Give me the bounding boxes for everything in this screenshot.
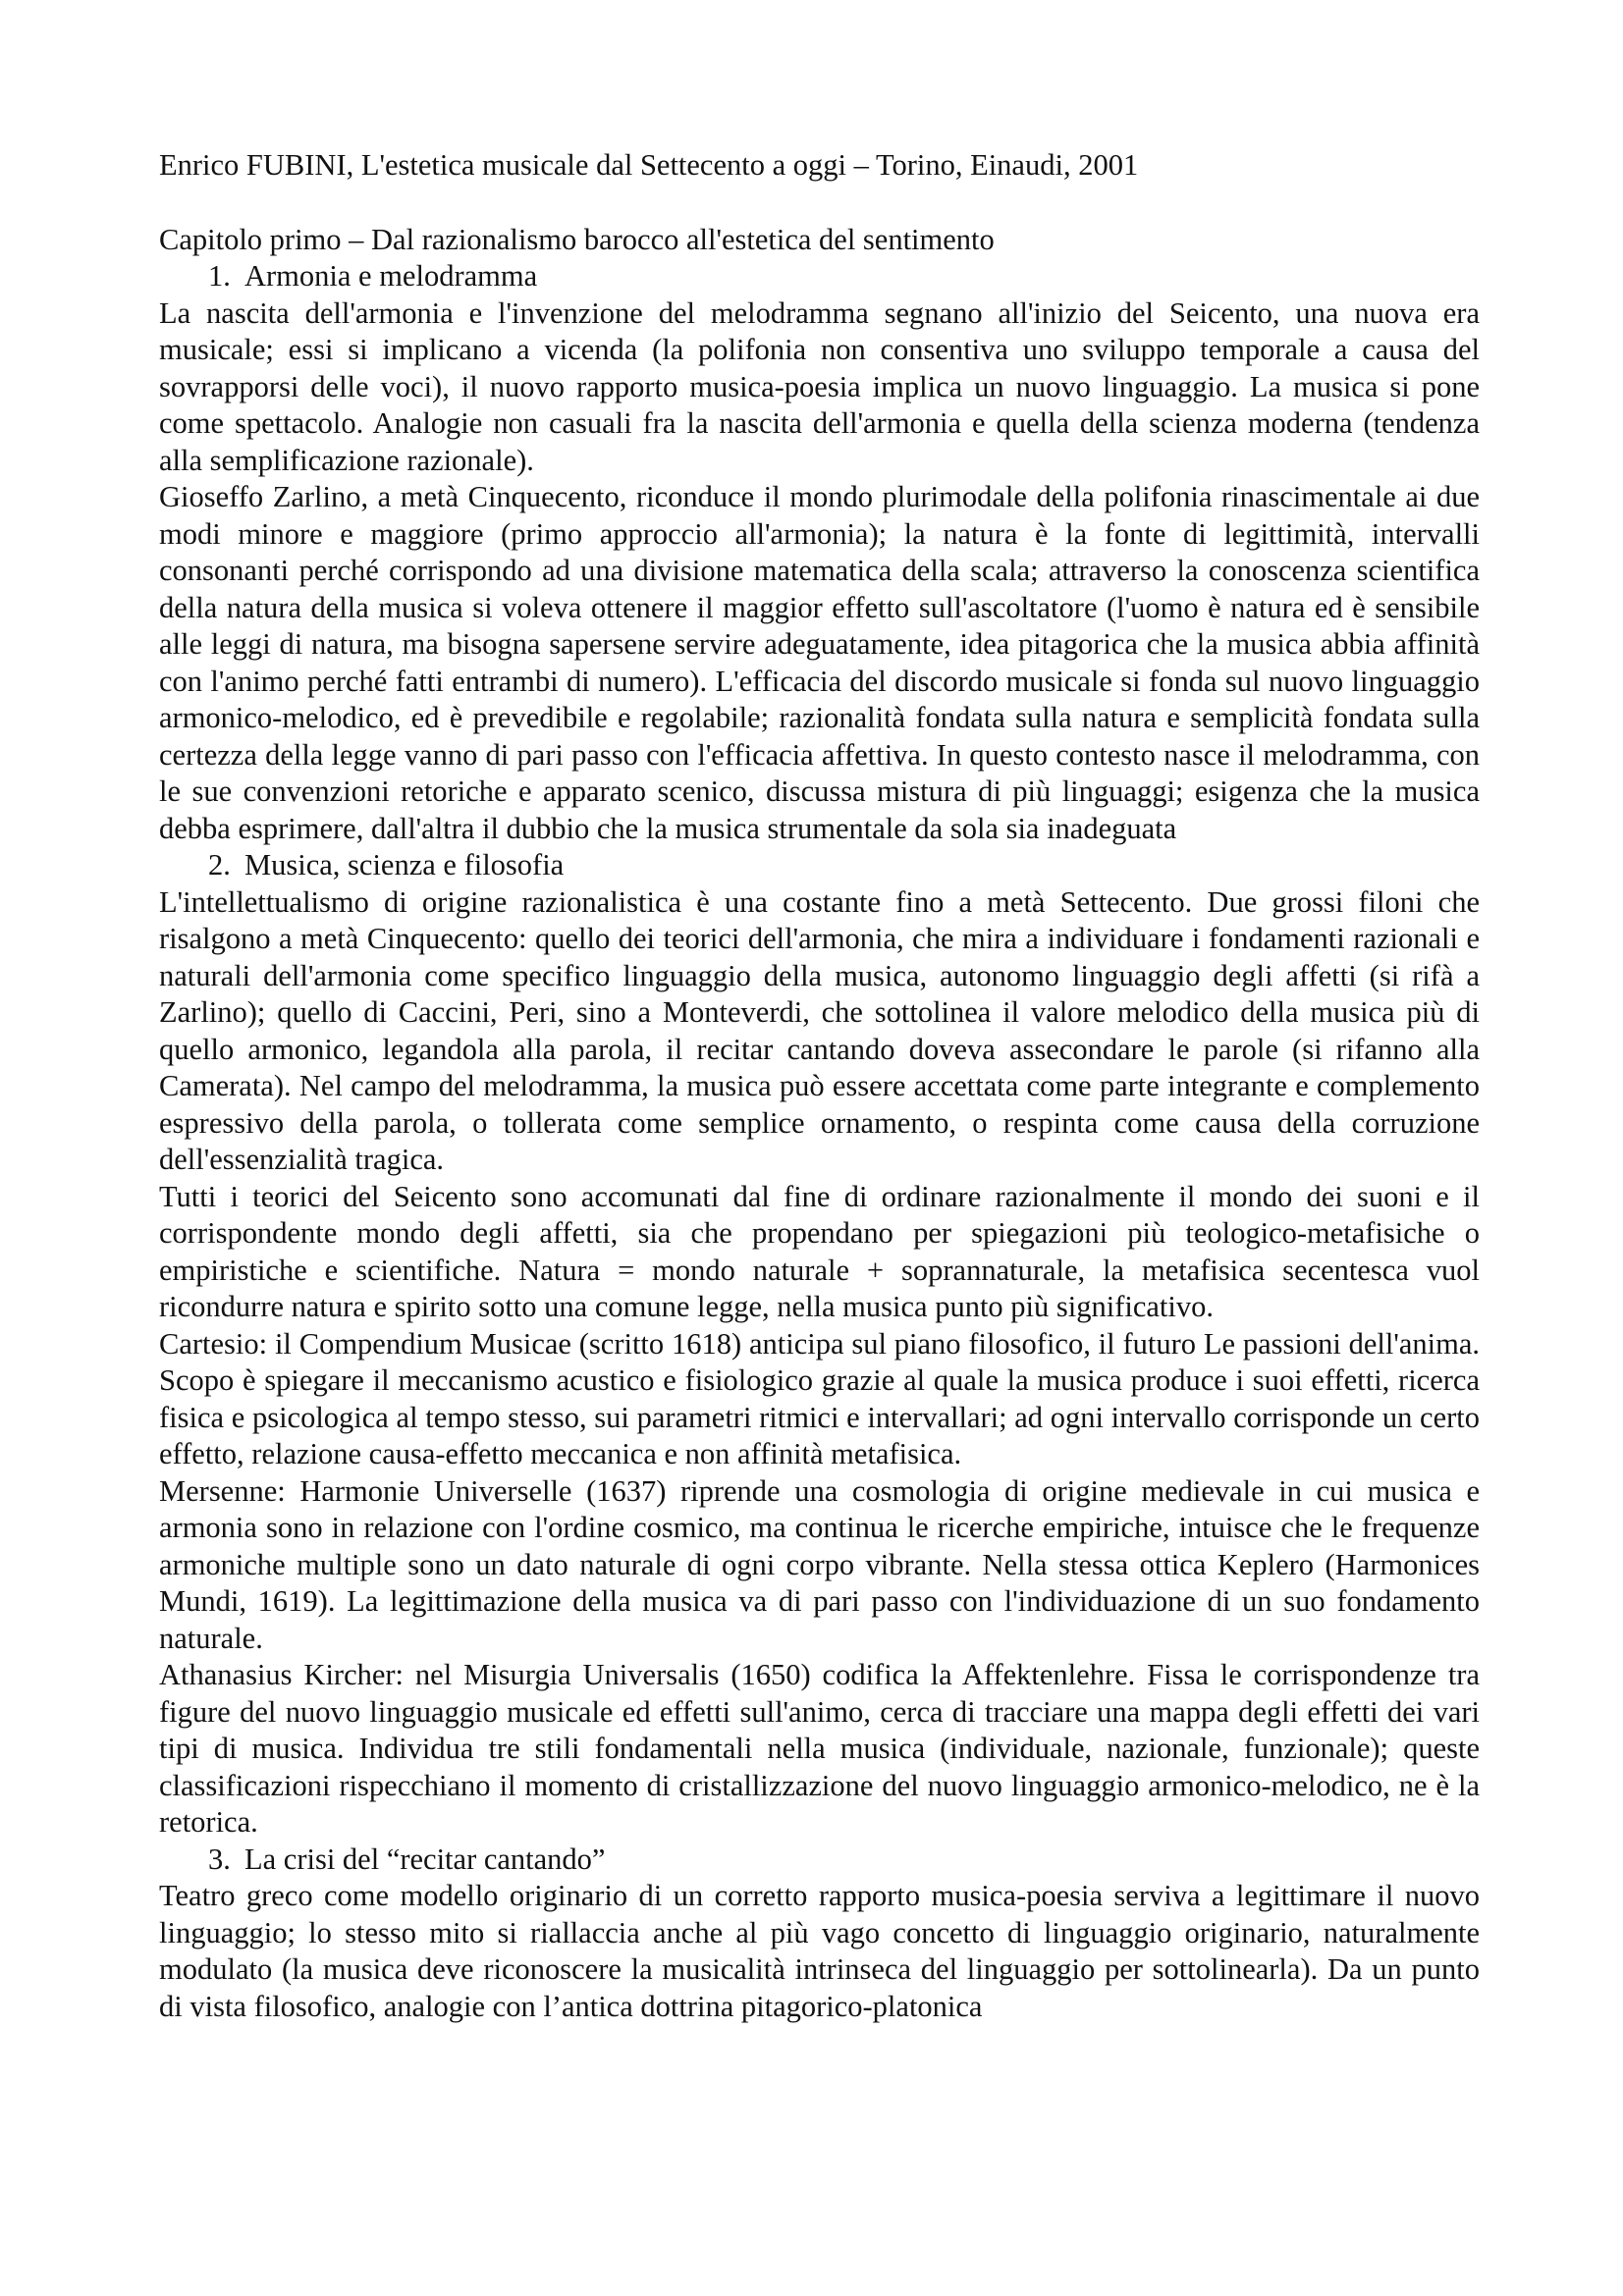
section-number: 2. (208, 848, 231, 881)
section-heading (159, 258, 1480, 295)
paragraph: L'intellettualismo di origine razionalistica è una costante fino a metà Settecento. Due grossi filoni che risalgono a metà Cinquecento: quello dei teorici dell'armonia, che mira a individuare i fondamenti razionali e naturali dell'armonia come specifico linguaggio della musica, autonomo linguaggio degli affetti (si rifà a Zarlino); quello di Caccini, Peri, sino a Monteverdi, che sottolinea il valore melodico della musica più di quello armonico, legandola alla parola, il recitar cantando doveva assecondare le parole (si rifanno alla Camerata). Nel campo del melodramma, la musica può essere accettata come parte integrante e complemento espressivo della parola, o tollerata come semplice ornamento, o respinta come causa della corruzione dell'essenzialità tragica. (159, 884, 1480, 1176)
paragraph: Tutti i teorici del Seicento sono accomunati dal fine di ordinare razionalmente il mondo dei suoni e il corrispondente mondo degli affetti, sia che propendano per spiegazioni più teologico-metafisiche o empiristiche e scientifiche. Natura = mondo naturale + soprannaturale, la metafisica secentesca vuol ricondurre natura e spirito sotto una comune legge, nella musica punto più significativo. (159, 1179, 1480, 1323)
paragraph: Cartesio: il Compendium Musicae (scritto 1618) anticipa sul piano filosofico, il futuro Le passioni dell'anima. Scopo è spiegare il meccanismo acustico e fisiologico grazie al quale la musica produce i suoi effetti, ricerca fisica e psicologica al tempo stesso, sui parametri ritmici e intervallari; ad ogni intervallo corrisponde un certo effetto, relazione causa-effetto meccanica e non affinità metafisica. (159, 1326, 1480, 1470)
section-number: 3. (208, 1842, 231, 1876)
paragraph: Mersenne: Harmonie Universelle (1637) riprende una cosmologia di origine medievale in cui musica e armonia sono in relazione con l'ordine cosmico, ma continua le ricerche empiriche, intuisce che le frequenze armoniche multiple sono un dato naturale di ogni corpo vibrante. Nella stessa ottica Keplero (Harmonices Mundi, 1619). La legittimazione della musica va di pari passo con l'individuazione di un suo fondamento naturale. (159, 1473, 1480, 1655)
paragraph: Athanasius Kircher: nel Misurgia Universalis (1650) codifica la Affektenlehre. Fissa le corrispondenze tra figure del nuovo linguaggio musicale ed effetti sull'animo, cerca di tracciare una mappa degli effetti dei vari tipi di musica. Individua tre stili fondamentali nella musica (individuale, nazionale, funzionale); queste classificazioni rispecchiano il momento di cristallizzazione del nuovo linguaggio armonico-melodico, ne è la retorica. (159, 1658, 1480, 1839)
section-heading (159, 1842, 1480, 1879)
section-3 (159, 1842, 1480, 2026)
section-heading-text: Musica, scienza e filosofia (244, 848, 565, 881)
section-heading-text: Armonia e melodramma (244, 259, 538, 293)
section-1 (159, 258, 1480, 847)
section-heading (159, 847, 1480, 884)
document-page (159, 147, 1480, 2025)
section-2 (159, 847, 1480, 1842)
paragraph: Gioseffo Zarlino, a metà Cinquecento, riconduce il mondo plurimodale della polifonia rinascimentale ai due modi minore e maggiore (primo approccio all'armonia); la natura è la fonte di legittimità, intervalli consonanti perché corrispondo ad una divisione matematica della scala; attraverso la conoscenza scientifica della natura della musica si voleva ottenere il maggior effetto sull'ascoltatore (l'uomo è natura ed è sensibile alle leggi di natura, ma bisogna sapersene servire adeguatamente, idea pitagorica che la musica abbia affinità con l'animo perché fatti entrambi di numero). L'efficacia del discordo musicale si fonda sul nuovo linguaggio armonico-melodico, ed è prevedibile e regolabile; razionalità fondata sulla natura e semplicità fondata sulla certezza della legge vanno di pari passo con l'efficacia affettiva. In questo contesto nasce il melodramma, con le sue convenzioni retoriche e apparato scenico, discussa mistura di più linguaggi; esigenza che la musica debba esprimere, dall'altra il dubbio che la musica strumentale da sola sia inadeguata (159, 480, 1480, 845)
section-heading-text: La crisi del “recitar cantando” (244, 1842, 606, 1876)
section-number: 1. (208, 259, 231, 293)
paragraph: Teatro greco come modello originario di un corretto rapporto musica-poesia serviva a legittimare il nuovo linguaggio; lo stesso mito si riallaccia anche al più vago concetto di linguaggio originario, naturalmente modulato (la musica deve riconoscere la musicalità intrinseca del linguaggio per sottolinearla). Da un punto di vista filosofico, analogie con l’antica dottrina pitagorico-platonica (159, 1879, 1480, 2023)
chapter-title: Capitolo primo – Dal razionalismo barocco all'estetica del sentimento (159, 222, 995, 256)
document-title: Enrico FUBINI, L'estetica musicale dal Settecento a oggi – Torino, Einaudi, 2001 (159, 148, 1139, 182)
paragraph: La nascita dell'armonia e l'invenzione del melodramma segnano all'inizio del Seicento, una nuova era musicale; essi si implicano a vicenda (la polifonia non consentiva uno sviluppo temporale a causa del sovrapporsi delle voci), il nuovo rapporto musica-poesia implica un nuovo linguaggio. La musica si pone come spettacolo. Analogie non casuali fra la nascita dell'armonia e quella della scienza moderna (tendenza alla semplificazione razionale). (159, 295, 1480, 477)
